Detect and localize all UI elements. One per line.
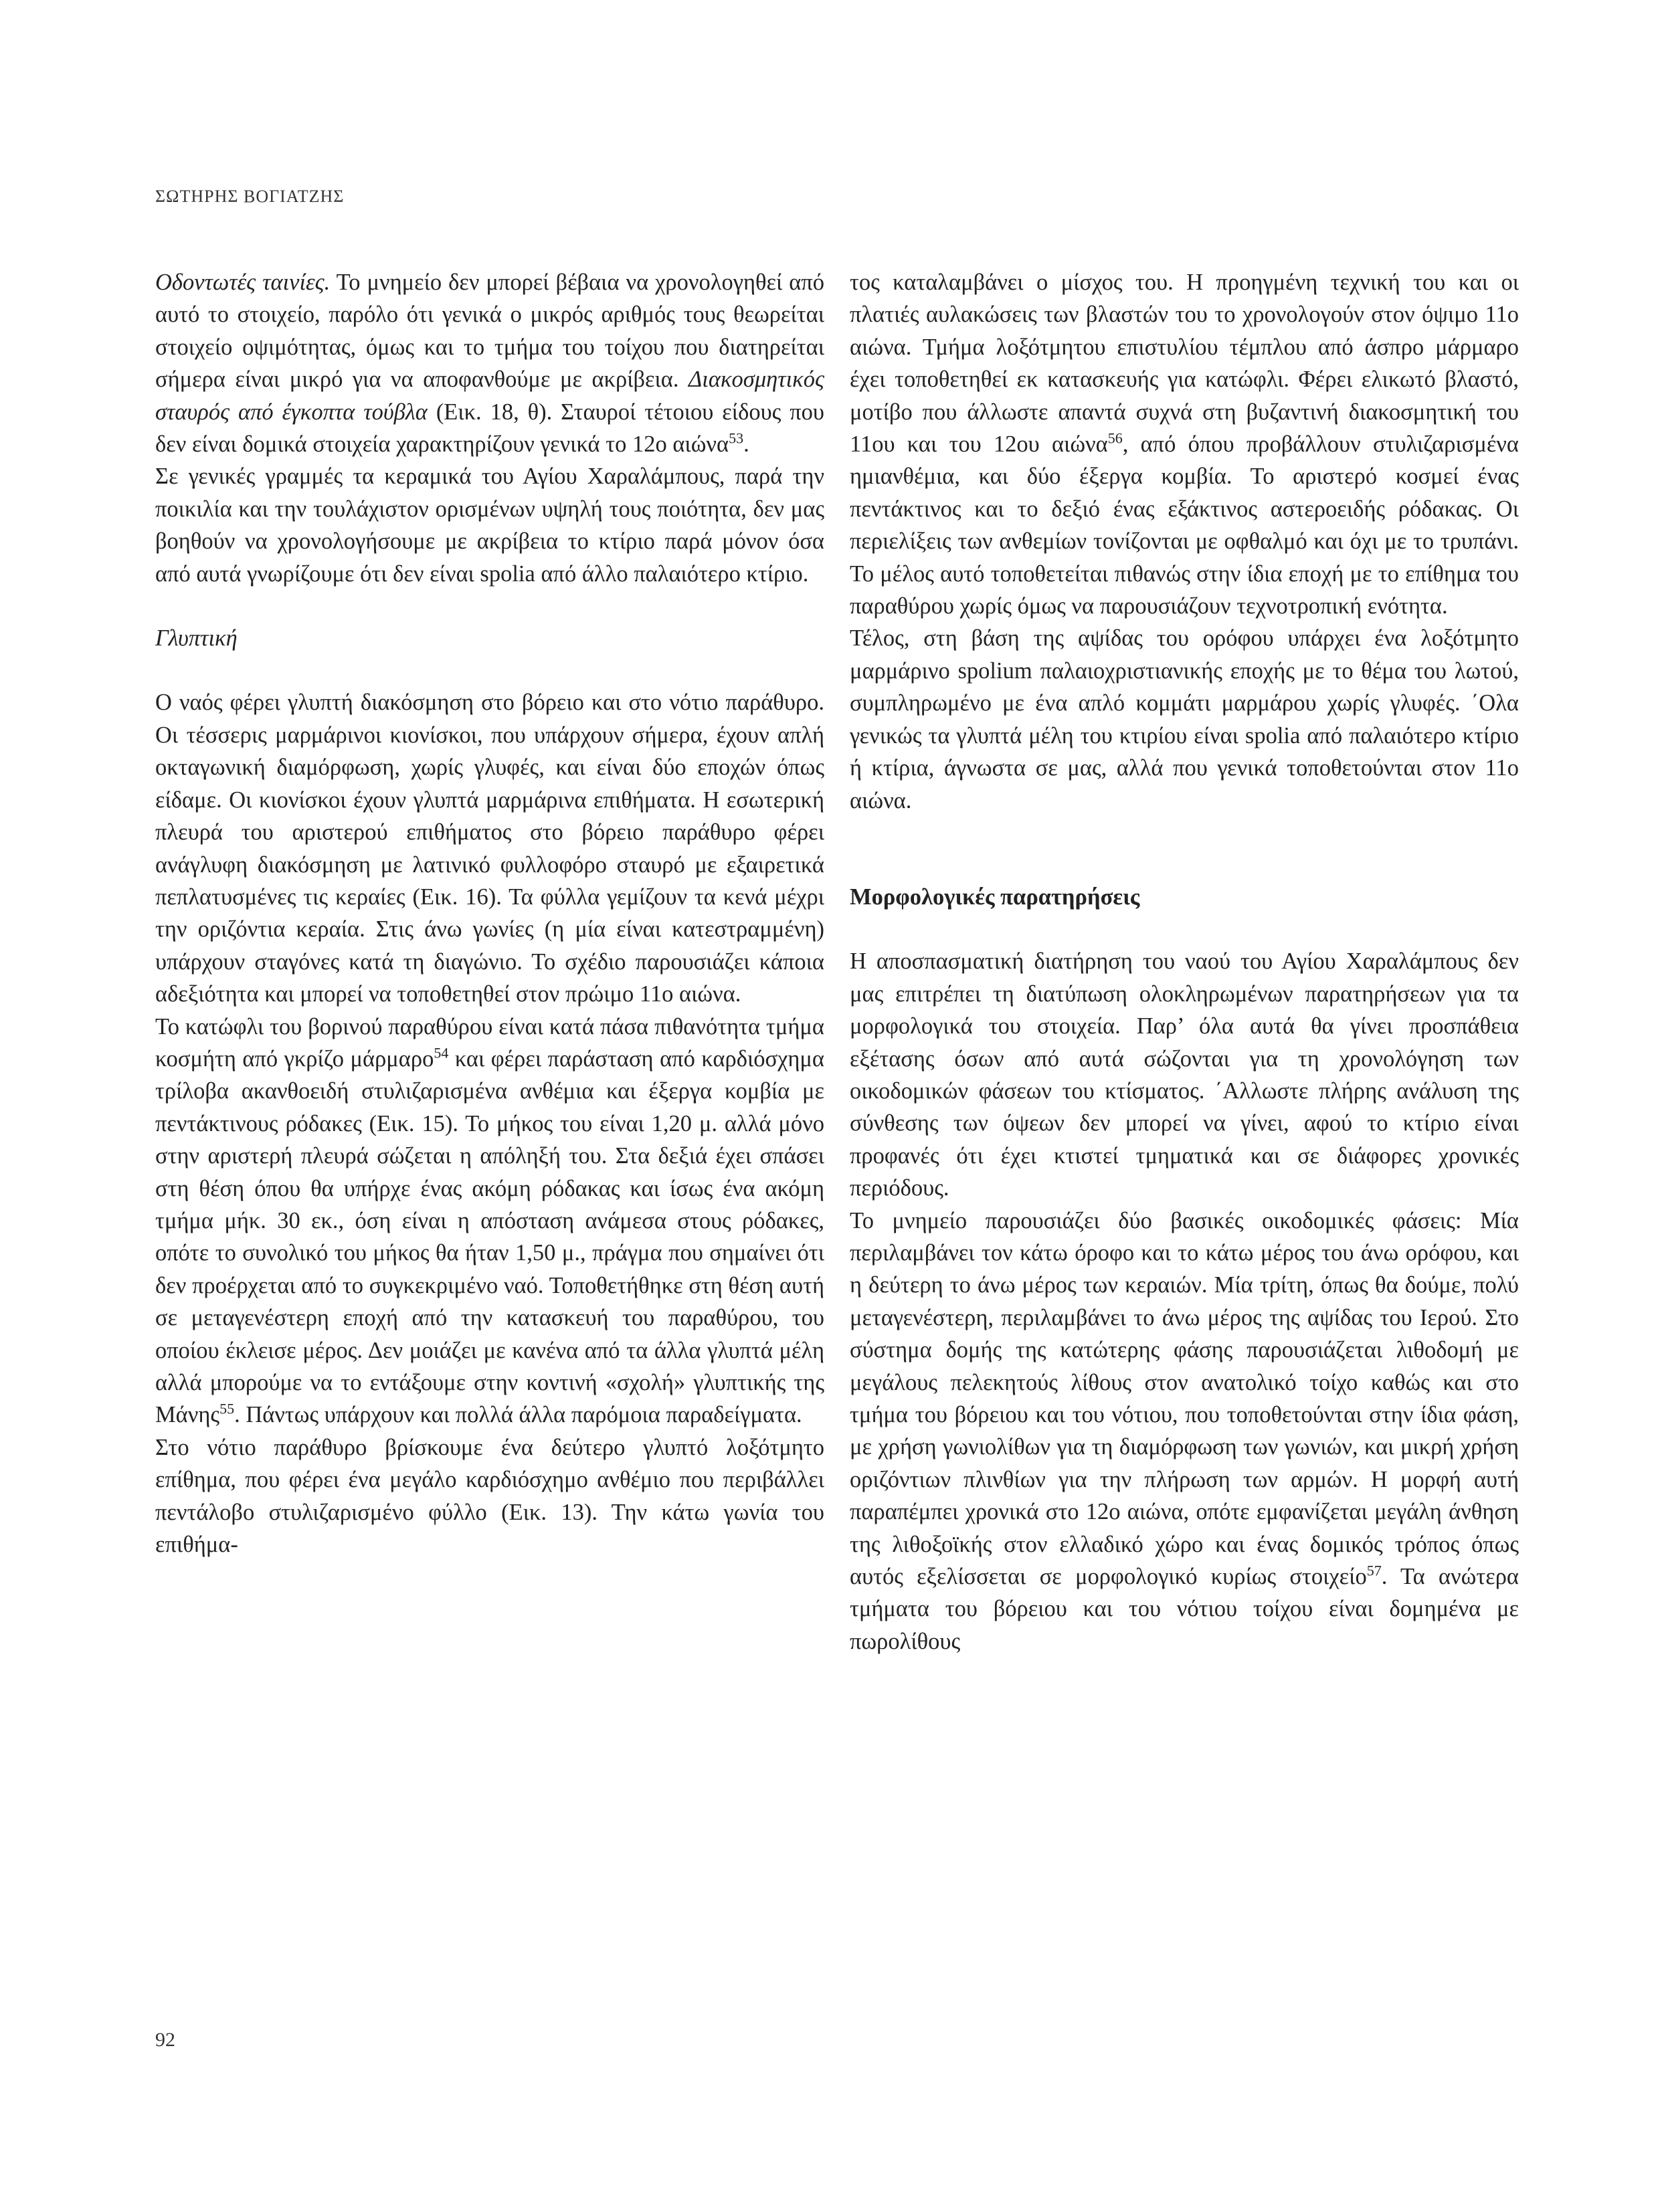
paragraph: Η αποσπασματική διατήρηση του ναού του Αγίου Χαραλάμπους δεν μας επιτρέπει τη διατύπωση ολοκληρωμένων παρατηρήσεων για τα μορφολογικά του στοιχεία. Παρ’ όλα αυτά θα γίνει προσπάθεια εξέτασης όσων από αυτά σώζονται για τη χρονολόγηση των οικοδομικών φάσεων του κτίσματος. ΄Αλλωστε πλήρης ανάλυση της σύνθεσης των όψεων δεν μπορεί να γίνει, αφού το κτίριο είναι προφανές ότι έχει κτιστεί τμηματικά και σε διάφορες χρονικές περιόδους. (850, 948, 1519, 1201)
paragraph: Σε γενικές γραμμές τα κεραμικά του Αγίου Χαραλάμπους, παρά την ποικιλία και την τουλάχιστον ορισμένων υψηλή τους ποιότητα, δεν μας βοηθούν να χρονολογήσουμε με ακρίβεια το κτίριο παρά μόνον όσα από αυτά γνωρίζουμε ότι δεν είναι spolia από άλλο παλαιότερο κτίριο. (155, 464, 824, 587)
paragraph: Στο νότιο παράθυρο βρίσκουμε ένα δεύτερο γλυπτό λοξότμητο επίθημα, που φέρει ένα μεγάλο καρδιόσχημο ανθέμιο που περιβάλλει πεντάλοβο στυλιζαρισμένο φύλλο (Εικ. 13). Την κάτω γωνία του επιθήμα- (155, 1434, 824, 1558)
footnote-ref: 55 (219, 1400, 235, 1417)
right-column (850, 266, 1519, 1657)
paragraph: Οδοντωτές ταινίες. Το μνημείο δεν μπορεί βέβαια να χρονολογηθεί από αυτό το στοιχείο, παρόλο ότι γενικά ο μικρός αριθμός τους θεωρείται στοιχείο οψιμότητας, όμως και το τμήμα του τοίχου που διατηρείται σήμερα είναι μικρό για να αποφανθούμε με ακρίβεια. Διακοσμητικός σταυρός από έγκοπτα τούβλα (Εικ. 18, θ). Σταυροί τέτοιου είδους που δεν είναι δομικά στοιχεία χαρακτηρίζουν γενικά το 12ο αιώνα$^{53}$. (155, 270, 824, 458)
running-header-author: ΣΩΤΗΡΗΣ ΒΟΓΙΑΤΖΗΣ (155, 187, 345, 206)
left-column (155, 266, 824, 1561)
page-number: 92 (155, 2029, 175, 2051)
footnote-ref: 56 (1107, 429, 1123, 447)
paragraph: Τέλος, στη βάση της αψίδας του ορόφου υπάρχει ένα λοξότμητο μαρμάρινο spolium παλαιοχριστιανικής εποχής με το θέμα του λωτού, συμπληρωμένο με ένα απλό κομμάτι μαρμάρου χωρίς γλυφές. ΄Ολα γενικώς τα γλυπτά μέλη του κτιρίου είναι spolia από παλαιότερο κτίριο ή κτίρια, άγνωστα σε μας, αλλά που γενικά τοποθετούνται στον 11ο αιώνα. (850, 625, 1519, 813)
paragraph: τος καταλαμβάνει ο μίσχος του. Η προηγμένη τεχνική του και οι πλατιές αυλακώσεις των βλαστών του το χρονολογούν στον όψιμο 11ο αιώνα. Τμήμα λοξότμητου επιστυλίου τέμπλου από άσπρο μάρμαρο έχει τοποθετηθεί εκ κατασκευής για κατώφλι. Φέρει ελικωτό βλαστό, μοτίβο που άλλωστε απαντά συχνά στη βυζαντινή διακοσμητική του 11ου και του 12ου αιώνα$^{56}$, από όπου προβάλλουν στυλιζαρισμένα ημιανθέμια, και δύο έξεργα κομβία. Το αριστερό κοσμεί ένας πεντάκτινος και το δεξιό ένας εξάκτινος αστεροειδής ρόδακας. Οι περιελίξεις των ανθεμίων τονίζονται με οφθαλμό και όχι με το τρυπάνι. Το μέλος αυτό τοποθετείται πιθανώς στην ίδια εποχή με το επίθημα του παραθύρου χωρίς όμως να παρουσιάζουν τεχνοτροπική ενότητα. (850, 270, 1519, 619)
footnote-ref: 54 (434, 1044, 449, 1062)
paragraph: Το μνημείο παρουσιάζει δύο βασικές οικοδομικές φάσεις: Μία περιλαμβάνει τον κάτω όροφο και το κάτω μέρος του άνω ορόφου, και η δεύτερη το άνω μέρος των κεραιών. Μία τρίτη, όπως θα δούμε, πολύ μεταγενέστερη, περιλαμβάνει το άνω μέρος της αψίδας του Ιερού. Στο σύστημα δομής της κατώτερης φάσης παρουσιάζεται λιθοδομή με μεγάλους πελεκητούς λίθους στον ανατολικό τοίχο καθώς και στο τμήμα του βόρειου και του νότιου, που τοποθετούνται στην ίδια φάση, με χρήση γωνιολίθων για τη διαμόρφωση των γωνιών, και μικρή χρήση οριζόντιων πλινθίων για την πλήρωση των αρμών. Η μορφή αυτή παραπέμπει χρονικά στο 12ο αιώνα, οπότε εμφανίζεται μεγάλη άνθηση της λιθοξοϊκής στον ελλαδικό χώρο και ένας δομικός τρόπος όπως αυτός εξελίσσεται σε μορφολογικό κυρίως στοιχείο$^{57}$. Τα ανώτερα τμήματα του βόρειου και του νότιου τοίχου είναι δομημένα με πωρολίθους (850, 1207, 1519, 1654)
footnote-ref: 53 (729, 429, 744, 447)
footnote-ref: 57 (1366, 1562, 1382, 1579)
italic-lead: Οδοντωτές ταινίες. (155, 270, 331, 295)
paragraph: Το κατώφλι του βορινού παραθύρου είναι κατά πάσα πιθανότητα τμήμα κοσμήτη από γκρίζο μάρμαρο$^{54}$ και φέρει παράσταση από καρδιόσχημα τρίλοβα ακανθοειδή στυλιζαρισμένα ανθέμια και έξεργα κομβία με πεντάκτινους ρόδακες (Εικ. 15). Το μήκος του είναι 1,20 μ. αλλά μόνο στην αριστερή πλευρά σώζεται η απόληξή του. Στα δεξιά έχει σπάσει στη θέση όπου θα υπήρχε ένας ακόμη ρόδακας και ίσως ένα ακόμη τμήμα μήκ. 30 εκ., όση είναι η απόσταση ανάμεσα στους ρόδακες, οπότε το συνολικό του μήκος θα ήταν 1,50 μ., πράγμα που σημαίνει ότι δεν προέρχεται από το συγκεκριμένο ναό. Τοποθετήθηκε στη θέση αυτή σε μεταγενέστερη εποχή από την κατασκευή του παραθύρου, του οποίου έκλεισε μέρος. Δεν μοιάζει με κανένα από τα άλλα γλυπτά μέλη αλλά μπορούμε να το εντάξουμε στην κοντινή «σχολή» γλυπτικής της Μάνης$^{55}$. Πάντως υπάρχουν και πολλά άλλα παρόμοια παραδείγματα. (155, 1013, 825, 1428)
section-subheading: Γλυπτική (155, 625, 238, 651)
section-heading: Μορφολογικές παρατηρήσεις (850, 884, 1140, 910)
italic-term: Διακοσμητικός σταυρός από έγκοπτα τούβλα (155, 367, 824, 425)
paragraph: Ο ναός φέρει γλυπτή διακόσμηση στο βόρειο και στο νότιο παράθυρο. Οι τέσσερις μαρμάρινοι κιονίσκοι, που υπάρχουν σήμερα, έχουν απλή οκταγωνική διαμόρφωση, χωρίς γλυφές, και είναι δύο εποχών όπως είδαμε. Οι κιονίσκοι έχουν γλυπτά μαρμάρινα επιθήματα. Η εσωτερική πλευρά του αριστερού επιθήματος στο βόρειο παράθυρο φέρει ανάγλυφη διακόσμηση με λατινικό φυλλοφόρο σταυρό με εξαιρετικά πεπλατυσμένες τις κεραίες (Εικ. 16). Τα φύλλα γεμίζουν τα κενά μέχρι την οριζόντια κεραία. Στις άνω γωνίες (η μία είναι κατεστραμμένη) υπάρχουν σταγόνες κατά τη διαγώνιο. Το σχέδιο παρουσιάζει κάποια αδεξιότητα και μπορεί να τοποθετηθεί στον πρώιμο 11ο αιώνα. (155, 690, 824, 1007)
